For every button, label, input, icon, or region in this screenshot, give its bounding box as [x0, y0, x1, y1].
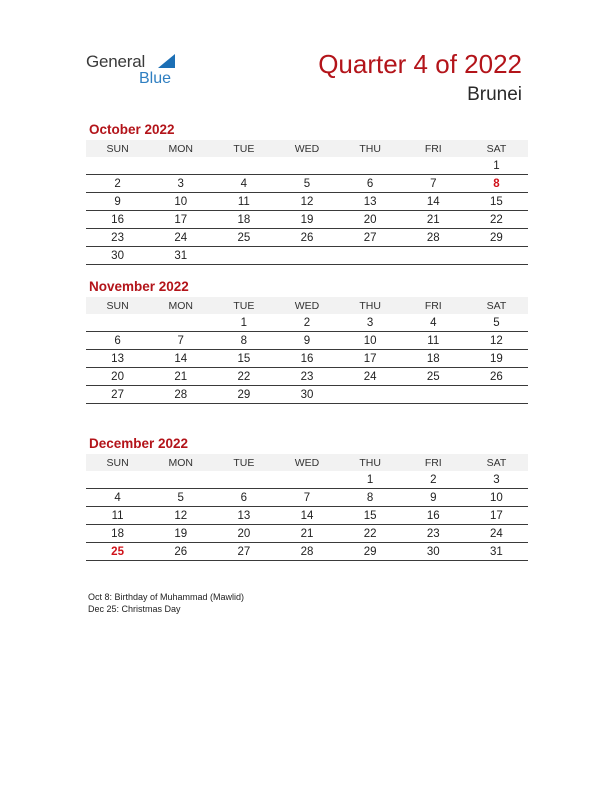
day-cell: 27: [86, 386, 149, 404]
day-cell: [339, 386, 402, 404]
day-cell: 12: [275, 193, 338, 211]
day-cell: [212, 157, 275, 175]
weekday-header-row: [86, 140, 528, 157]
weekday-header: TUE: [212, 454, 275, 471]
day-cell: 8: [339, 489, 402, 507]
day-cell: 18: [212, 211, 275, 229]
day-cell: 30: [275, 386, 338, 404]
day-cell: 9: [402, 489, 465, 507]
day-cell: 5: [149, 489, 212, 507]
week-row: [86, 175, 528, 193]
day-cell: 26: [275, 229, 338, 247]
day-cell: 31: [149, 247, 212, 265]
calendar-grid: [86, 297, 528, 404]
weekday-header: WED: [275, 140, 338, 157]
day-cell: 9: [275, 332, 338, 350]
day-cell: 7: [275, 489, 338, 507]
day-cell: [402, 247, 465, 265]
day-cell: [212, 247, 275, 265]
day-cell: 15: [339, 507, 402, 525]
day-cell: 1: [212, 314, 275, 332]
month-december: [86, 436, 528, 561]
day-cell: [402, 386, 465, 404]
day-cell: 28: [402, 229, 465, 247]
day-cell: 18: [402, 350, 465, 368]
day-cell: 28: [275, 543, 338, 561]
holiday-note: Oct 8: Birthday of Muhammad (Mawlid): [88, 592, 245, 602]
day-cell: [339, 157, 402, 175]
day-cell: 23: [275, 368, 338, 386]
day-cell: [275, 157, 338, 175]
day-cell: 6: [339, 175, 402, 193]
day-cell: 10: [465, 489, 528, 507]
day-cell: 3: [465, 471, 528, 489]
day-cell: 15: [465, 193, 528, 211]
day-cell: 3: [149, 175, 212, 193]
day-cell: [339, 247, 402, 265]
day-cell: 1: [465, 157, 528, 175]
day-cell: 27: [212, 543, 275, 561]
week-row: [86, 193, 528, 211]
weekday-header: MON: [149, 297, 212, 314]
day-cell: 25: [212, 229, 275, 247]
weekday-header: THU: [339, 140, 402, 157]
weekday-header: TUE: [212, 140, 275, 157]
day-cell: [402, 157, 465, 175]
day-cell: 15: [212, 350, 275, 368]
week-row: [86, 332, 528, 350]
day-cell: 14: [149, 350, 212, 368]
day-cell: 16: [86, 211, 149, 229]
day-cell: 21: [275, 525, 338, 543]
day-cell: 24: [339, 368, 402, 386]
day-cell: 5: [275, 175, 338, 193]
day-cell: 14: [402, 193, 465, 211]
week-row: [86, 543, 528, 561]
day-cell: 10: [339, 332, 402, 350]
day-cell: 1: [339, 471, 402, 489]
day-cell: [149, 157, 212, 175]
day-cell: 25: [86, 543, 149, 561]
day-cell: [149, 471, 212, 489]
week-row: [86, 314, 528, 332]
weekday-header: SAT: [465, 454, 528, 471]
holiday-notes: [88, 591, 244, 615]
week-row: [86, 247, 528, 265]
day-cell: 4: [212, 175, 275, 193]
day-cell: 19: [149, 525, 212, 543]
day-cell: 3: [339, 314, 402, 332]
day-cell: 26: [465, 368, 528, 386]
weekday-header: WED: [275, 454, 338, 471]
day-cell: 23: [402, 525, 465, 543]
day-cell: 2: [275, 314, 338, 332]
week-row: [86, 489, 528, 507]
country-name: Brunei: [467, 84, 522, 105]
weekday-header: SAT: [465, 140, 528, 157]
day-cell: 5: [465, 314, 528, 332]
logo-blue-text: Blue: [139, 70, 172, 87]
day-cell: 27: [339, 229, 402, 247]
day-cell: 10: [149, 193, 212, 211]
day-cell: 21: [402, 211, 465, 229]
day-cell: 29: [212, 386, 275, 404]
day-cell: 7: [402, 175, 465, 193]
day-cell: 8: [465, 175, 528, 193]
day-cell: 24: [149, 229, 212, 247]
day-cell: 30: [86, 247, 149, 265]
day-cell: 4: [402, 314, 465, 332]
week-row: [86, 368, 528, 386]
day-cell: [149, 314, 212, 332]
day-cell: 4: [86, 489, 149, 507]
weekday-header: MON: [149, 454, 212, 471]
calendar-grid: [86, 140, 528, 265]
day-cell: 13: [212, 507, 275, 525]
weekday-header: THU: [339, 297, 402, 314]
day-cell: 21: [149, 368, 212, 386]
logo-general-text: General: [86, 52, 146, 71]
week-row: [86, 471, 528, 489]
day-cell: 2: [86, 175, 149, 193]
day-cell: 7: [149, 332, 212, 350]
day-cell: [275, 471, 338, 489]
day-cell: 20: [86, 368, 149, 386]
day-cell: 2: [402, 471, 465, 489]
day-cell: 29: [465, 229, 528, 247]
day-cell: 30: [402, 543, 465, 561]
day-cell: 12: [149, 507, 212, 525]
day-cell: 31: [465, 543, 528, 561]
day-cell: 8: [212, 332, 275, 350]
day-cell: 20: [339, 211, 402, 229]
week-row: [86, 507, 528, 525]
weekday-header: SUN: [86, 454, 149, 471]
day-cell: 13: [339, 193, 402, 211]
day-cell: 20: [212, 525, 275, 543]
calendar-grid: [86, 454, 528, 561]
day-cell: 19: [275, 211, 338, 229]
day-cell: 13: [86, 350, 149, 368]
week-row: [86, 211, 528, 229]
day-cell: 14: [275, 507, 338, 525]
day-cell: 26: [149, 543, 212, 561]
logo-triangle-icon: [158, 54, 175, 68]
day-cell: 12: [465, 332, 528, 350]
day-cell: [465, 386, 528, 404]
week-row: [86, 157, 528, 175]
month-november: [86, 279, 528, 404]
day-cell: 22: [212, 368, 275, 386]
day-cell: 11: [212, 193, 275, 211]
week-row: [86, 525, 528, 543]
day-cell: 17: [465, 507, 528, 525]
weekday-header: TUE: [212, 297, 275, 314]
day-cell: [212, 471, 275, 489]
day-cell: 16: [402, 507, 465, 525]
weekday-header: SUN: [86, 140, 149, 157]
day-cell: 24: [465, 525, 528, 543]
week-row: [86, 350, 528, 368]
weekday-header-row: [86, 297, 528, 314]
day-cell: 19: [465, 350, 528, 368]
day-cell: 17: [339, 350, 402, 368]
weekday-header: FRI: [402, 140, 465, 157]
day-cell: [275, 247, 338, 265]
day-cell: 25: [402, 368, 465, 386]
weekday-header-row: [86, 454, 528, 471]
generalblue-logo: [86, 52, 186, 92]
day-cell: [465, 247, 528, 265]
day-cell: 11: [86, 507, 149, 525]
day-cell: 6: [86, 332, 149, 350]
month-october: [86, 122, 528, 265]
week-row: [86, 229, 528, 247]
day-cell: 9: [86, 193, 149, 211]
weekday-header: THU: [339, 454, 402, 471]
day-cell: 28: [149, 386, 212, 404]
day-cell: 22: [465, 211, 528, 229]
weekday-header: MON: [149, 140, 212, 157]
day-cell: 17: [149, 211, 212, 229]
day-cell: [86, 157, 149, 175]
page-title: Quarter 4 of 2022: [318, 49, 522, 79]
day-cell: 23: [86, 229, 149, 247]
day-cell: 22: [339, 525, 402, 543]
weekday-header: FRI: [402, 297, 465, 314]
weekday-header: WED: [275, 297, 338, 314]
month-title: December 2022: [89, 436, 189, 451]
holiday-note: Dec 25: Christmas Day: [88, 604, 181, 614]
day-cell: 16: [275, 350, 338, 368]
day-cell: 18: [86, 525, 149, 543]
month-title: November 2022: [89, 279, 189, 294]
day-cell: [86, 314, 149, 332]
month-title: October 2022: [89, 122, 175, 137]
day-cell: [86, 471, 149, 489]
weekday-header: SAT: [465, 297, 528, 314]
week-row: [86, 386, 528, 404]
weekday-header: SUN: [86, 297, 149, 314]
day-cell: 6: [212, 489, 275, 507]
weekday-header: FRI: [402, 454, 465, 471]
day-cell: 11: [402, 332, 465, 350]
day-cell: 29: [339, 543, 402, 561]
